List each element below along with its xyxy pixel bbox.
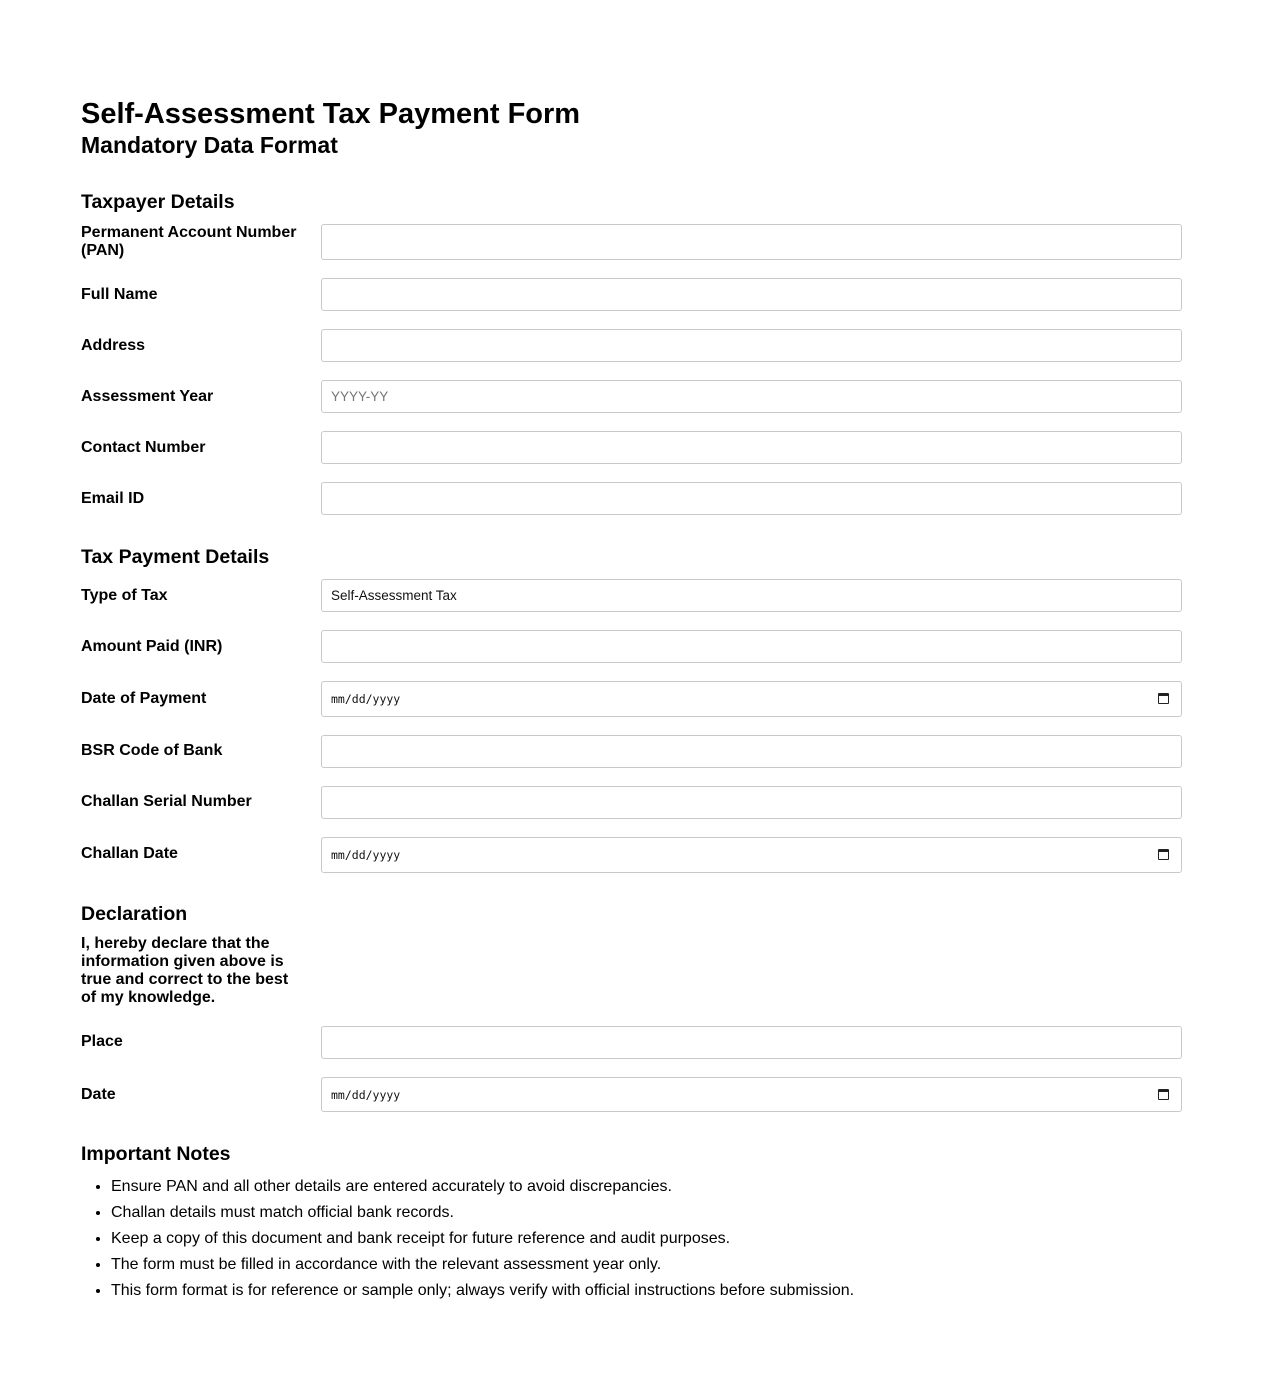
note-item: • Ensure PAN and all other details are entered accurately to avoid discrepancies. xyxy=(111,1174,854,1200)
page-subtitle: Mandatory Data Format xyxy=(81,132,338,158)
place-input[interactable] xyxy=(321,1026,1182,1059)
date-of-payment-value: mm/dd/yyyy xyxy=(331,692,401,706)
section-taxpayer-details: Taxpayer Details xyxy=(81,191,235,213)
date-of-payment-input[interactable] xyxy=(321,681,1182,717)
full-name-input[interactable] xyxy=(321,278,1182,311)
calendar-icon[interactable] xyxy=(1158,1089,1169,1100)
email-input[interactable] xyxy=(321,482,1182,515)
address-label: Address xyxy=(81,337,146,354)
assessment-year-placeholder: YYYY-YY xyxy=(331,389,389,404)
place-label: Place xyxy=(81,1033,123,1050)
declaration-date-value: mm/dd/yyyy xyxy=(331,1087,401,1102)
calendar-icon[interactable] xyxy=(1158,693,1169,704)
bsr-code-label: BSR Code of Bank xyxy=(81,742,223,759)
section-declaration: Declaration xyxy=(81,903,188,925)
type-of-tax-value: Self-Assessment Tax xyxy=(331,588,457,603)
email-label: Email ID xyxy=(81,490,145,507)
challan-date-value: mm/dd/yyyy xyxy=(331,848,401,862)
note-item: • The form must be filled in accordance with the relevant assessment year only. xyxy=(111,1252,854,1278)
date-of-payment-label: Date of Payment xyxy=(81,690,207,707)
section-important-notes: Important Notes xyxy=(81,1143,231,1165)
calendar-icon[interactable] xyxy=(1158,849,1169,860)
notes-list xyxy=(81,1174,854,1304)
challan-serial-input[interactable] xyxy=(321,786,1182,819)
challan-date-input[interactable] xyxy=(321,837,1182,873)
note-item: • This form format is for reference or sample only; always verify with official instructions before submission. xyxy=(111,1278,854,1304)
challan-date-label: Challan Date xyxy=(81,845,178,862)
section-tax-payment-details: Tax Payment Details xyxy=(81,546,270,568)
pan-input[interactable] xyxy=(321,224,1182,260)
pan-label: Permanent Account Number (PAN) xyxy=(81,224,297,259)
note-item: • Keep a copy of this document and bank receipt for future reference and audit purposes. xyxy=(111,1226,854,1252)
note-item: • Challan details must match official bank records. xyxy=(111,1200,854,1226)
contact-number-input[interactable] xyxy=(321,431,1182,464)
type-of-tax-input[interactable] xyxy=(321,579,1182,612)
amount-paid-label: Amount Paid (INR) xyxy=(81,638,223,655)
assessment-year-input[interactable] xyxy=(321,380,1182,413)
declaration-date-input[interactable] xyxy=(321,1077,1182,1112)
type-of-tax-label: Type of Tax xyxy=(81,587,168,604)
address-input[interactable] xyxy=(321,329,1182,362)
full-name-label: Full Name xyxy=(81,286,158,303)
page-title: Self-Assessment Tax Payment Form xyxy=(81,98,581,130)
contact-number-label: Contact Number xyxy=(81,439,206,456)
declaration-date-label: Date xyxy=(81,1086,116,1103)
assessment-year-label: Assessment Year xyxy=(81,388,214,405)
amount-paid-input[interactable] xyxy=(321,630,1182,663)
bsr-code-input[interactable] xyxy=(321,735,1182,768)
challan-serial-label: Challan Serial Number xyxy=(81,793,252,810)
declaration-text: I, hereby declare that the information given above is true and correct to the best of my knowledge. xyxy=(81,935,289,1006)
